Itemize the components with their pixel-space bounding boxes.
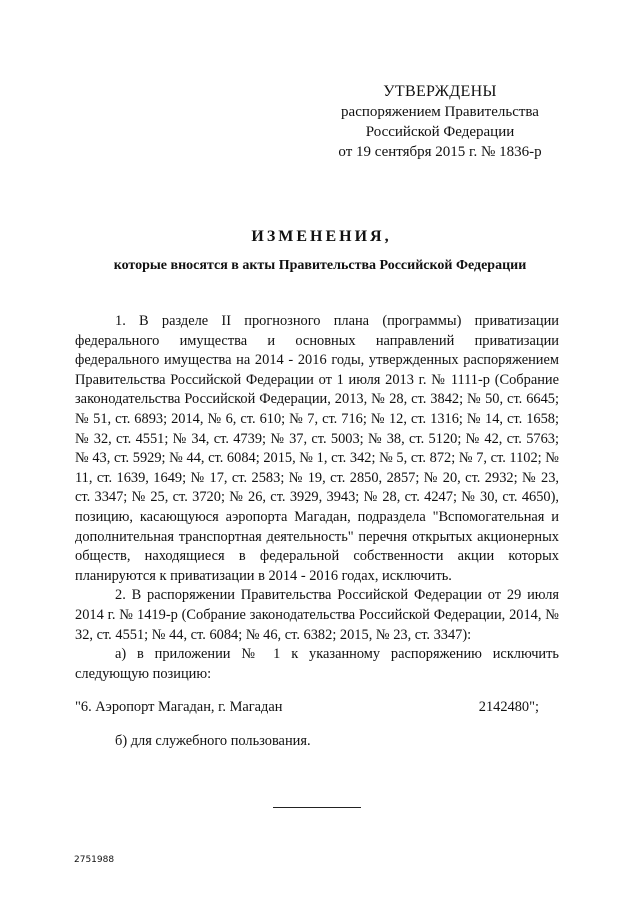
- paragraph-2b: б) для служебного пользования.: [115, 733, 311, 750]
- paragraph-2a: а) в приложении № 1 к указанному распоряжению исключить следующую позицию:: [75, 646, 559, 682]
- approval-block: [320, 82, 560, 162]
- excluded-position-name: "6. Аэропорт Магадан, г. Магадан: [75, 699, 283, 716]
- document-body: [75, 312, 559, 752]
- paragraph-2: 2. В распоряжении Правительства Российской Федерации от 29 июля 2014 г. № 1419-р (Собрание законодательства Российской Федерации, 2014, № 32, ст. 4551; № 44, ст. 6084; № 46, ст. 6382; 2015, № 23, ст. 3347):: [75, 587, 559, 643]
- approval-heading: УТВЕРЖДЕНЫ: [383, 83, 497, 100]
- approval-line-federation: Российской Федерации: [365, 124, 515, 140]
- approval-line-order: распоряжением Правительства: [341, 104, 539, 120]
- excluded-position-code: 2142480";: [478, 699, 539, 716]
- approval-line-date: от 19 сентября 2015 г. № 1836-р: [338, 144, 542, 160]
- document-title: [0, 228, 640, 246]
- closing-rule: [273, 807, 361, 808]
- title-comma: ,: [384, 228, 389, 245]
- paragraph-1: 1. В разделе II прогнозного плана (программы) приватизации федерального имущества и основных направлений приватизации федерального имущества на 2014 - 2016 годы, утвержденных распоряжением Правительства Российской Федерации от 1 июля 2013 г. № 1111-р (Собрание законодательства Российской Федерации, 2013, № 28, ст. 3842; № 50, ст. 6645; № 51, ст. 6893; 2014, № 6, ст. 610; № 7, ст. 716; № 12, ст. 1316; № 14, ст. 1658; № 32, ст. 4551; № 34, ст. 4739; № 37, ст. 5003; № 38, ст. 5120; № 42, ст. 5763; № 43, ст. 5929; № 44, ст. 6084; 2015, № 1, ст. 342; № 5, ст. 872; № 7, ст. 1102; № 11, ст. 1639, 1649; № 17, ст. 2583; № 19, ст. 2850, 2857; № 20, ст. 2932; № 23, ст. 3347; № 25, ст. 3720; № 26, ст. 3929, 3943; № 28, ст. 4247; № 30, ст. 4650), позицию, касающуюся аэропорта Магадан, подраздела "Вспомогательная и дополнительная транспортная деятельность" перечня открытых акционерных обществ, находящиеся в федеральной собственности акции которых планируются к приватизации в 2014 - 2016 годах, исключить.: [75, 313, 559, 584]
- title-text: ИЗМЕНЕНИЯ: [251, 228, 385, 245]
- document-number: 2751988: [74, 855, 115, 865]
- excluded-position-row: [75, 698, 559, 718]
- document-subtitle: которые вносятся в акты Правительства Российской Федерации: [113, 258, 527, 273]
